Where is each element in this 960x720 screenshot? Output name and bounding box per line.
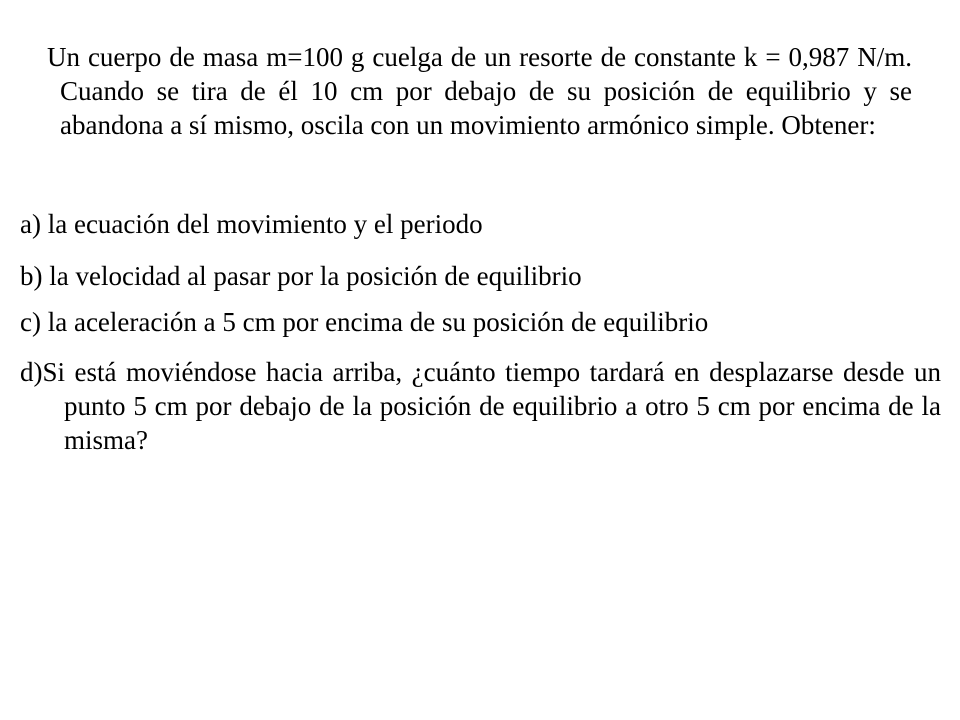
- question-a: a) la ecuación del movimiento y el periodo: [20, 209, 483, 239]
- question-c: c) la aceleración a 5 cm por encima de su posición de equilibrio: [20, 307, 709, 337]
- problem-statement: Un cuerpo de masa m=100 g cuelga de un resorte de constante k = 0,987 N/m. Cuando se tira de él 10 cm por debajo de su posición de equilibrio y se abandona a sí mismo, oscila con un movimiento armónico simple. Obtener:: [47, 42, 912, 140]
- question-d: d)Si está moviéndose hacia arriba, ¿cuánto tiempo tardará en desplazarse desde un punto 5 cm por debajo de la posición de equilibrio a otro 5 cm por encima de la misma?: [20, 357, 941, 455]
- question-b: b) la velocidad al pasar por la posición de equilibrio: [20, 261, 582, 291]
